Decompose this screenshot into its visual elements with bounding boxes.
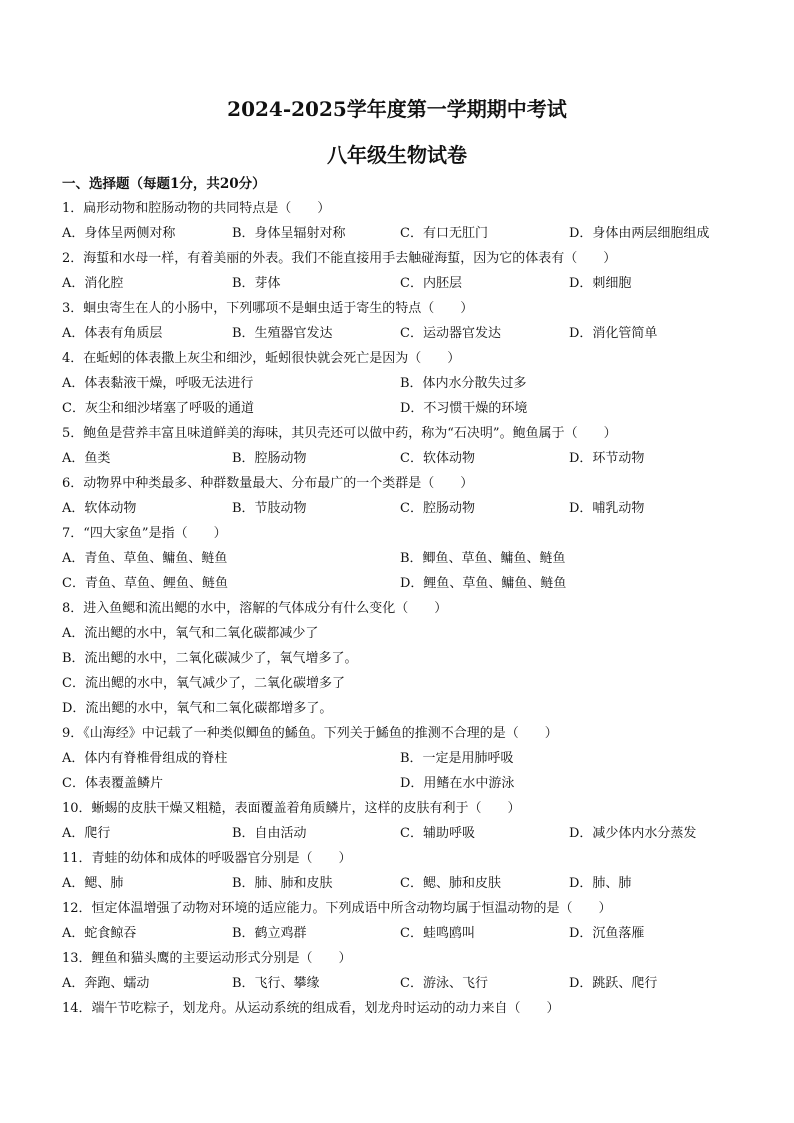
option-d: D．用鳍在水中游泳	[400, 776, 515, 791]
option-c: C．青鱼、草鱼、鲤鱼、鲢鱼	[62, 576, 228, 591]
question-stem: 6．动物界中种类最多、种群数量最大、分布最广的一个类群是（ ）	[62, 476, 474, 491]
option-c: C．腔肠动物	[400, 501, 475, 516]
question-stem: 7．“四大家鱼”是指（ ）	[62, 526, 227, 541]
question-stem: 12．恒定体温增强了动物对环境的适应能力。下列成语中所含动物均属于恒温动物的是（ ）	[62, 901, 612, 916]
option-a: A．消化腔	[62, 276, 124, 291]
option-d: D．身体由两层细胞组成	[569, 226, 710, 241]
option-b: B．飞行、攀缘	[232, 976, 320, 991]
option-c: C．蛙鸣鸥叫	[400, 926, 475, 941]
option-a: A．体表有角质层	[62, 326, 163, 341]
option-c: C．流出鳃的水中，氧气减少了，二氧化碳增多了	[62, 676, 345, 691]
option-d: D．肺、肺	[569, 876, 632, 891]
option-c: C．辅助呼吸	[400, 826, 475, 841]
option-a: A．体内有脊椎骨组成的脊柱	[62, 751, 228, 766]
option-b: B．一定是用肺呼吸	[400, 751, 514, 766]
option-d: D．消化管简单	[569, 326, 658, 341]
question-stem: 2．海蜇和水母一样，有着美丽的外表。我们不能直接用手去触碰海蜇，因为它的体表有（ ）	[62, 251, 617, 266]
option-a: A．爬行	[62, 826, 111, 841]
option-a: A．奔跑、蠕动	[62, 976, 150, 991]
option-d: D．刺细胞	[569, 276, 632, 291]
option-c: C．运动器官发达	[400, 326, 501, 341]
option-b: B．芽体	[232, 276, 281, 291]
option-b: B．身体呈辐射对称	[232, 226, 346, 241]
option-b: B．体内水分散失过多	[400, 376, 527, 391]
option-b: B．生殖器官发达	[232, 326, 333, 341]
question-stem: 14．端午节吃粽子，划龙舟。从运动系统的组成看，划龙舟时运动的动力来自（ ）	[62, 1001, 560, 1016]
option-b: B．腔肠动物	[232, 451, 307, 466]
option-a: A．软体动物	[62, 501, 137, 516]
question-stem: 1．扁形动物和腔肠动物的共同特点是（ ）	[62, 201, 331, 216]
option-a: A．流出鳃的水中，氧气和二氧化碳都减少了	[62, 626, 319, 641]
option-a: A．鱼类	[62, 451, 111, 466]
question-stem: 8．进入鱼鳃和流出鳃的水中，溶解的气体成分有什么变化（ ）	[62, 601, 448, 616]
question-stem: 9．《山海经》中记载了一种类似鲫鱼的鯑鱼。下列关于鯑鱼的推测不合理的是（ ）	[62, 726, 558, 741]
option-d: D．跳跃、爬行	[569, 976, 658, 991]
option-b: B．自由活动	[232, 826, 307, 841]
option-c: C．游泳、飞行	[400, 976, 488, 991]
question-stem: 4．在蚯蚓的体表撒上灰尘和细沙，蚯蚓很快就会死亡是因为（ ）	[62, 351, 461, 366]
option-d: D．环节动物	[569, 451, 645, 466]
option-c: C．软体动物	[400, 451, 475, 466]
question-stem: 11．青蛙的幼体和成体的呼吸器官分别是（ ）	[62, 851, 352, 866]
exam-subtitle: 八年级生物试卷	[327, 143, 467, 167]
option-a: A．鳃、肺	[62, 876, 124, 891]
question-stem: 3．蛔虫寄生在人的小肠中，下列哪项不是蛔虫适于寄生的特点（ ）	[62, 301, 474, 316]
option-b: B．肺、肺和皮肤	[232, 876, 333, 891]
question-stem: 5．鲍鱼是营养丰富且味道鲜美的海味，其贝壳还可以做中药，称为“石决明”。鲍鱼属于（ ）	[62, 426, 617, 441]
option-c: C．鳃、肺和皮肤	[400, 876, 501, 891]
option-c: C．灰尘和细沙堵塞了呼吸的通道	[62, 401, 254, 416]
question-stem: 13．鲤鱼和猫头鹰的主要运动形式分别是（ ）	[62, 951, 352, 966]
option-d: D．哺乳动物	[569, 501, 645, 516]
option-d: D．鲤鱼、草鱼、鳙鱼、鲢鱼	[400, 576, 567, 591]
option-d: D．流出鳃的水中，氧气和二氧化碳都增多了。	[62, 701, 333, 716]
option-a: A．体表黏液干燥，呼吸无法进行	[62, 376, 254, 391]
option-c: C．内胚层	[400, 276, 462, 291]
option-d: D．减少体内水分蒸发	[569, 826, 697, 841]
option-a: A．蛇食鲸吞	[62, 926, 137, 941]
option-b: B．流出鳃的水中，二氧化碳减少了，氧气增多了。	[62, 651, 358, 666]
option-b: B．鲫鱼、草鱼、鳙鱼、鲢鱼	[400, 551, 566, 566]
option-b: B．鹤立鸡群	[232, 926, 307, 941]
option-c: C．体表覆盖鳞片	[62, 776, 163, 791]
option-c: C．有口无肛门	[400, 226, 488, 241]
question-stem: 10．蜥蜴的皮肤干燥又粗糙，表面覆盖着角质鳞片，这样的皮肤有利于（ ）	[62, 801, 521, 816]
section-heading: 一、选择题（每题1分，共20分）	[62, 176, 266, 192]
option-a: A．身体呈两侧对称	[62, 226, 176, 241]
option-d: D．沉鱼落雁	[569, 926, 645, 941]
option-d: D．不习惯干燥的环境	[400, 401, 528, 416]
option-b: B．节肢动物	[232, 501, 307, 516]
exam-title: 2024-2025学年度第一学期期中考试	[227, 97, 567, 121]
option-a: A．青鱼、草鱼、鳙鱼、鲢鱼	[62, 551, 228, 566]
